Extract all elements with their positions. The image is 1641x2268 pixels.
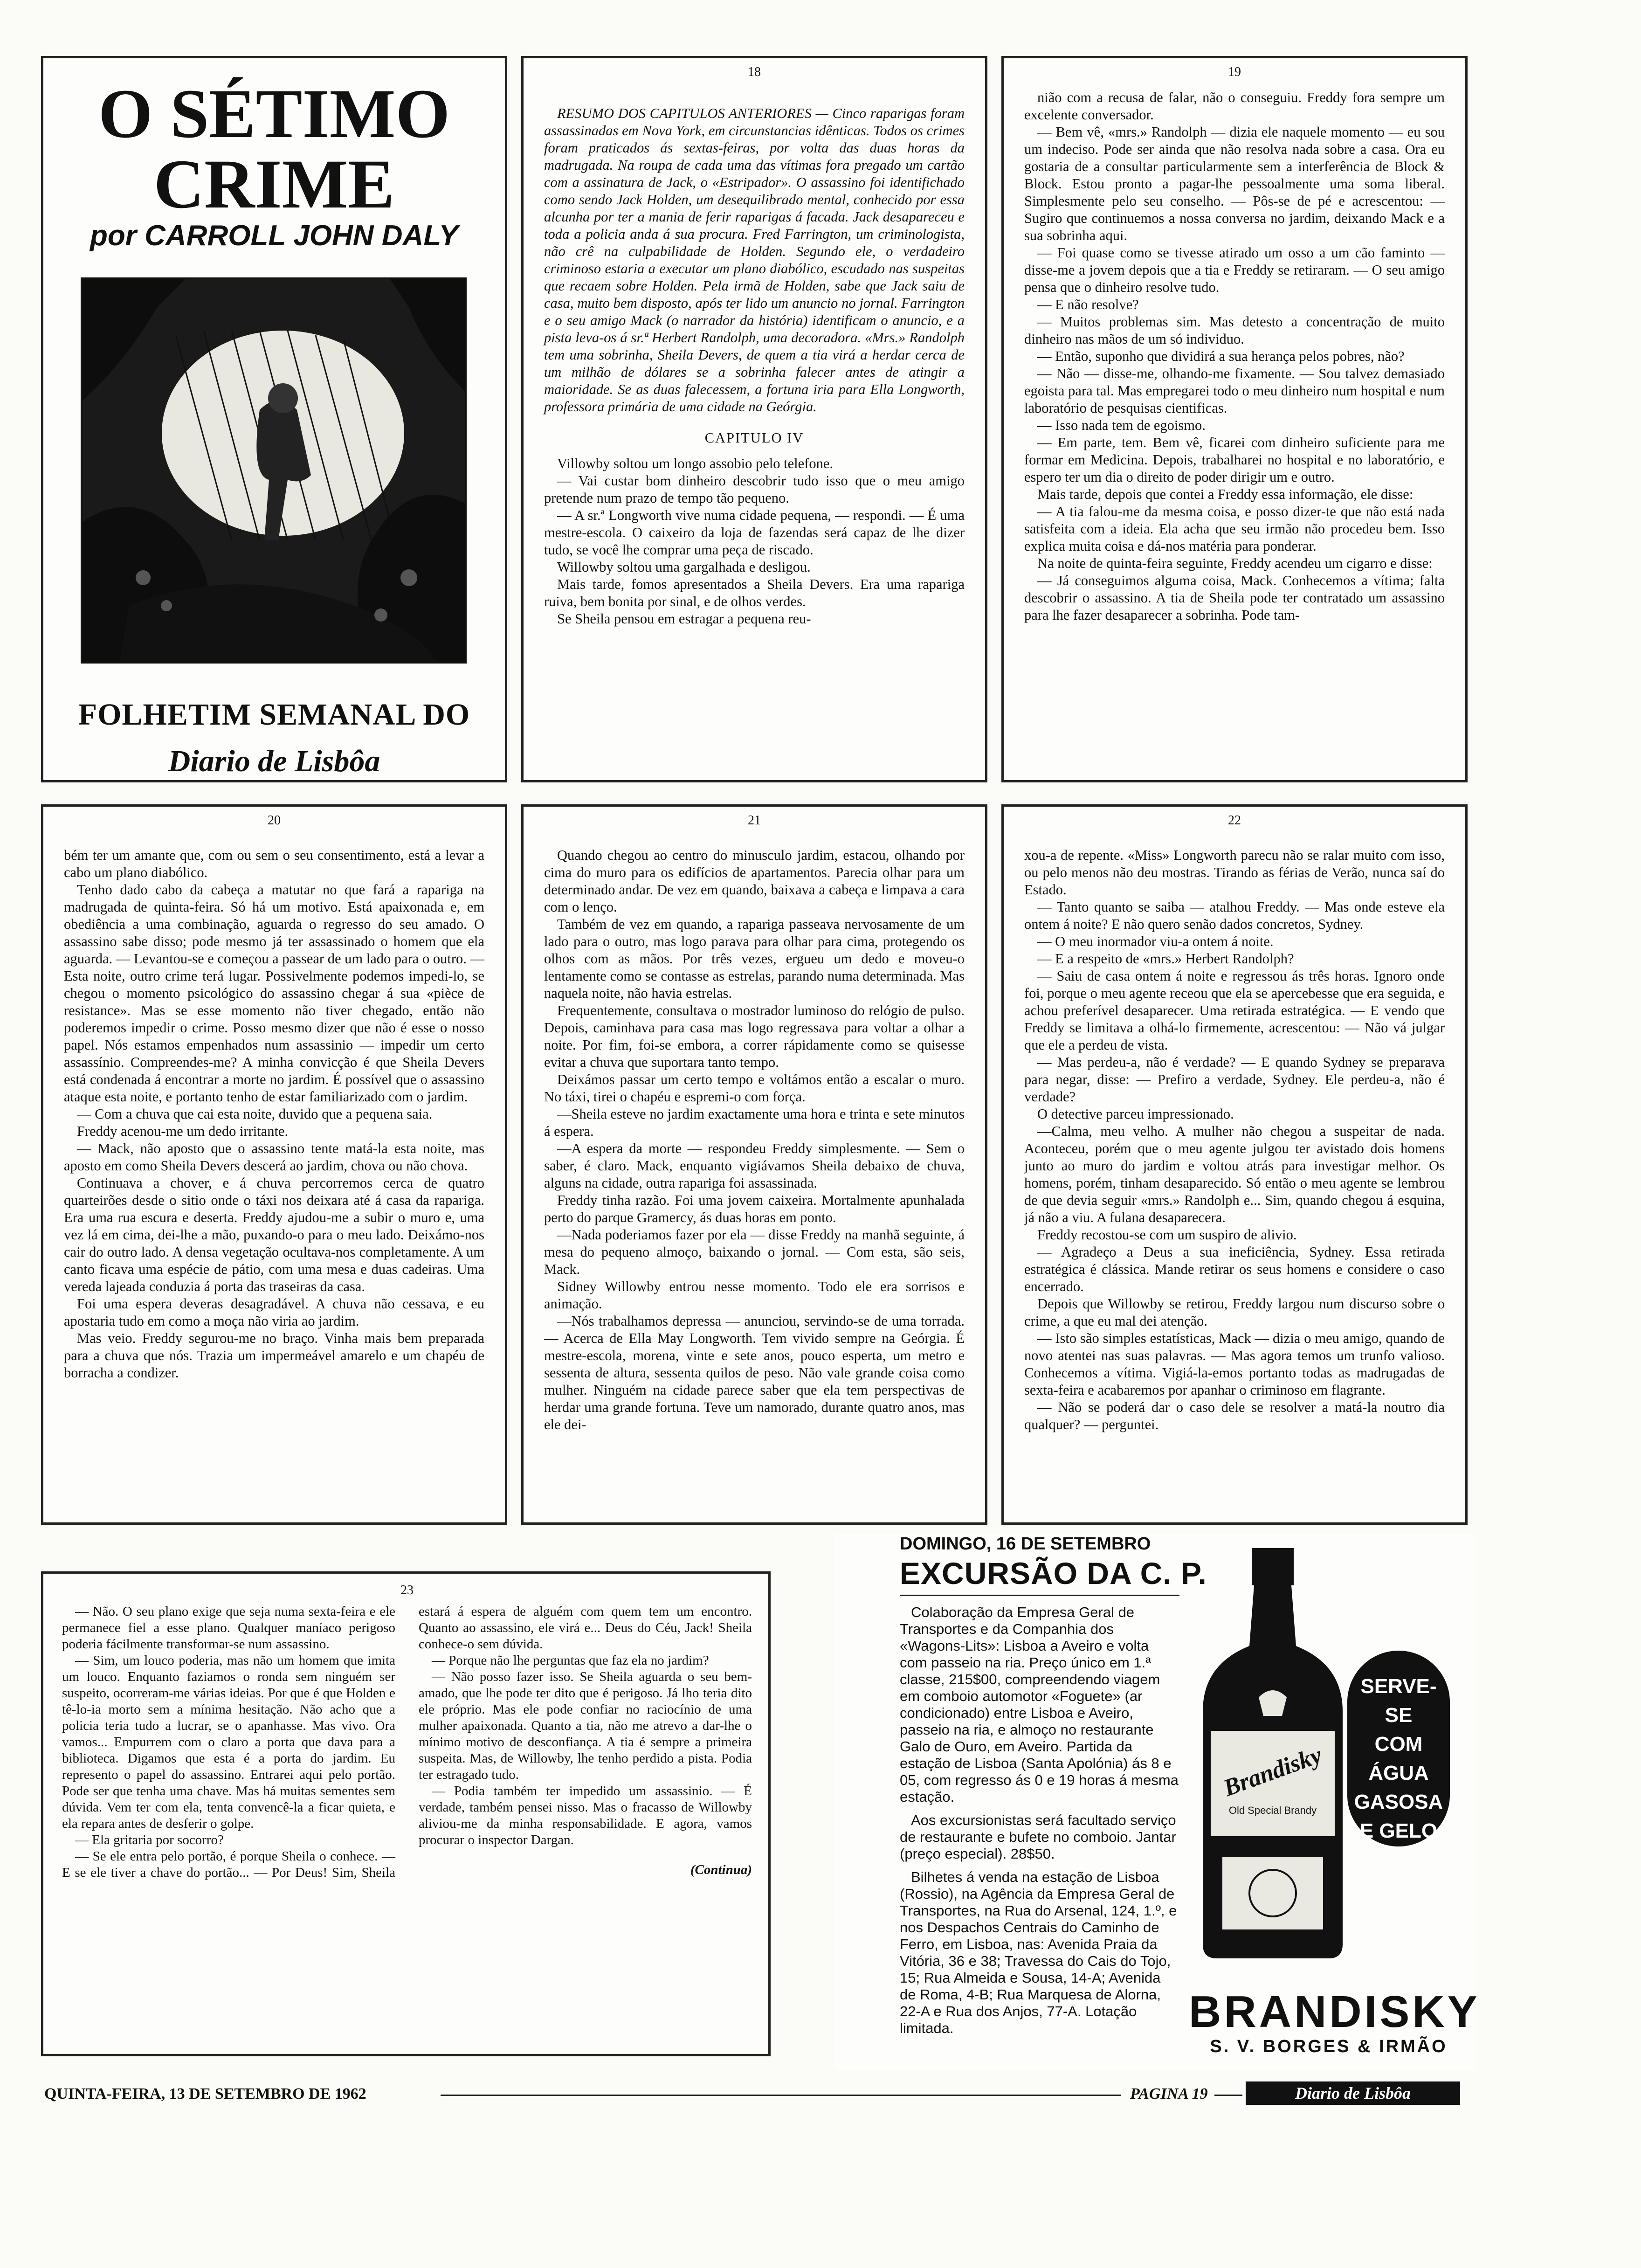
- paragraph: Se Sheila pensou em estragar a pequena reu-: [557, 611, 811, 627]
- paragraph: Deixámos passar um certo tempo e voltámos então a escalar o muro. No táxi, tirei o chapéu e espremi-o com força.: [544, 1072, 965, 1105]
- chapter-heading: CAPITULO IV: [704, 430, 804, 446]
- page-23-panel: [41, 1571, 771, 2056]
- paragraph: — Porque não lhe perguntas que faz ela no jardim?: [432, 1653, 709, 1668]
- brand-company: S. V. BORGES & IRMÃO: [1210, 2037, 1448, 2056]
- paragraph: — Isso nada tem de egoismo.: [1037, 417, 1206, 433]
- page-number: 23: [400, 1583, 414, 1597]
- brand-name: BRANDISKY: [1189, 1987, 1480, 2037]
- paragraph: — Mas perdeu-a, não é verdade? — E quando Sydney se preparava para negar, disse: — Prefiro a verdade, Sydney. Ele perdeu-a, não é verdade?: [1024, 1054, 1445, 1105]
- page-20-panel: [41, 804, 507, 1525]
- paragraph: Mas veio. Freddy segurou-me no braço. Vinha mais bem preparada para a chuva que nós. Trazia um impermeável amarelo e um chapéu de borracha a condizer.: [64, 1330, 484, 1381]
- page-22-column: [1024, 847, 1445, 1433]
- paragraph: — Tanto quanto se saiba — atalhou Freddy. — Mas onde esteve ela ontem á noite? E não quero senão dados concretos, Sydney.: [1024, 899, 1445, 932]
- paragraph: —A espera da morte — respondeu Freddy simplesmente. — Sem o saber, é claro. Mack, enquanto vigiávamos Sheila debaixo de chuva, alguns na cidade, outra rapariga foi assassinada.: [544, 1141, 965, 1191]
- page-number: 19: [1228, 65, 1241, 79]
- story-summary: RESUMO DOS CAPITULOS ANTERIORES — Cinco raparigas foram assassinadas em Nova York, em circunstancias idênticas. Todos os crimes foram praticados ás sextas-feiras, por volta das duas horas da madrugada. Na roupa de cada uma das vítimas fora pregado um cartão com a assinatura de Jack, o «Estripador». O assassino foi identifichado como sendo Jack Holden, um desequilibrado mental, conhecido por essa alcunha por ter a mania de ferir raparigas á facada. Jack desapareceu e toda a policia anda á sua procura. Fred Farrington, um criminologista, não crê na culpabilidade de Holden. Segundo ele, o verdadeiro criminoso estaria a executar um plano diabólico, escudado nas suspeitas que recaem sobre Holden. Pela irmã de Holden, sabe que Jack saiu de casa, muito bem disposto, após ter lido um anuncio no jornal. Farrington e o seu amigo Mack (o narrador da história) identificam o anuncio, e a pista leva-os á sr.ª Herbert Randolph, uma decoradora. «Mrs.» Randolph tem uma sobrinha, Sheila Devers, de quem a tia virá a herdar cerca de um milhão de dólares se a sobrinha falecer antes de atingir a maioridade. Se as duas falecessem, a fortuna iria para Ella Longworth, professora primária de uma cidade na Geórgia.: [544, 105, 965, 415]
- paragraph: Willowby soltou uma gargalhada e desligou.: [557, 559, 811, 575]
- page-19-column: [1024, 89, 1445, 624]
- page-21-column: [544, 847, 965, 1433]
- paragraph: Mais tarde, depois que contei a Freddy essa informação, ele disse:: [1037, 486, 1413, 502]
- paragraph: — Podia também ter impedido um assassinio. — É verdade, também pensei nisso. Mas o fracasso de Willowby aliviou-me da minha responsabilidade. E agora, vamos procurar o inspector Dargan.: [419, 1784, 752, 1847]
- page-number: 21: [748, 813, 761, 828]
- ad-paragraph: Aos excursionistas será facultado serviço de restaurante e bufete no comboio. Jantar (preço especial). 28$50.: [900, 1812, 1176, 1862]
- story-illustration: [81, 277, 467, 664]
- paragraph: — Se ele entra pelo portão, é porque Sheila o conhece. — E se ele tiver a chave do portão... — Por Deus! Sim, Sheila estará á espera de alguém com quem tem um encontro. Quanto ao assassino, ele virá e... Deus do Céu, Jack! Sheila conhece-o sem dúvida.: [62, 1604, 752, 1880]
- bottle-label-sub: Old Special Brandy: [1228, 1805, 1317, 1816]
- paragraph: Também de vez em quando, a rapariga passeava nervosamente de um lado para o outro, mas logo parava para olhar para cima, protegendo os olhos com as mãos. Por três vezes, ergueu um dedo e moveu-o lentamente como se contasse as estrelas, parando numa determinada. Mas naquela noite, não havia estrelas.: [544, 916, 965, 1001]
- ad-paragraph: Bilhetes á venda na estação de Lisboa (Rossio), na Agência da Empresa Geral de Transportes, na Rua do Arsenal, 124, 1.º, e nos Despachos Centrais do Caminho de Ferro, em Lisboa, nas: Avenida Praia da Vitória, 36 e 38; Travessa do Cais do Tojo, 15; Rua Almeida e Sousa, 14-A; Avenida de Roma, 4-B; Rua Marquesa de Alorna, 22-A e Rua dos Anjos, 77-A. Lotação limitada.: [900, 1869, 1177, 2036]
- paragraph: — Mack, não aposto que o assassino tente matá-la esta noite, mas aposto em como Sheila Devers descerá ao jardim, chova ou não chova.: [64, 1141, 484, 1174]
- page-number: 20: [268, 813, 281, 828]
- footer-rule-right: [1214, 2095, 1242, 2096]
- paragraph: — Não posso fazer isso. Se Sheila aguarda o seu bem-amado, que lhe pode ter dito que é perigoso. Já lho teria dito ele próprio. Mas ele pode confiar no raciocínio de uma mulher apaixonada. Quanto a tia, não me atrevo a dar-lhe o mínimo motivo de desconfiança. A tia é sempre a primeira suspeita. Mas, de Willowby, lhe tenho perdido a pista. Podia ter estragado tudo.: [419, 1669, 752, 1782]
- paragraph: Freddy recostou-se com um suspiro de alivio.: [1037, 1227, 1297, 1243]
- paragraph: — Já conseguimos alguma coisa, Mack. Conhecemos a vítima; falta descobrir o assassino. A tia de Sheila pode ter contratado um assassino para lhe fazer desaparecer a sobrinha. Pode tam-: [1024, 573, 1445, 623]
- footer-date: QUINTA-FEIRA, 13 DE SETEMBRO DE 1962: [44, 2085, 366, 2102]
- title-panel: [41, 56, 507, 782]
- page-number: 18: [748, 65, 761, 79]
- paragraph: Na noite de quinta-feira seguinte, Freddy acendeu um cigarro e disse:: [1037, 555, 1433, 571]
- paragraph: — Em parte, tem. Bem vê, ficarei com dinheiro suficiente para me formar em Medicina. Depois, trabalharei no hospital e no laboratório, e espero ter um dia o direito de poder dirigir um e outro.: [1024, 435, 1445, 485]
- paragraph: O detective parceu impressionado.: [1037, 1106, 1234, 1122]
- page-18-panel: [521, 56, 987, 782]
- paragraph: —Calma, meu velho. A mulher não chegou a suspeitar de nada. Aconteceu, porém que o meu agente julgou ter avistado dois homens junto ao muro do jardim e voltou atrás para investigar melhor. Os homens, porém, tinham desaparecido. Só então o meu agente se lembrou de que devia seguir «mrs.» Randolph e... Sim, quando chegou á esquina, já não a viu. A fulana desaparecera.: [1024, 1123, 1445, 1225]
- paragraph: — A sr.ª Longworth vive numa cidade pequena, — respondi. — É uma mestre-escola. O caixeiro da loja de fazendas será capaz de lhe dizer tudo, se você lhe comprar uma peça de riscado.: [544, 507, 965, 558]
- brandy-ad: [1189, 1543, 1480, 2056]
- paragraph: — Sim, um louco poderia, mas não um homem que imita um louco. Enquanto faziamos o ronda sem ninguém ser suspeito, ocorreram-me várias ideias. Por que é que Holden e tê-lo-ia morto sem a mínima hesitação. Não acho que a policia teria tudo a lucrar, se o apanhasse. Mas vivo. Ora vamos... Empurrem com o claro a porta que dava para a biblioteca. Digamos que esta é a porta do jardim. Eu represento o papel do assassino. Entrarei aqui pelo portão. Pode ser que tenha uma chave. Mas há muitas sementes sem dúvida. Vem ter com ela, tenta convencê-la a ficar quieta, e ela repara antes de desferir o golpe.: [62, 1653, 395, 1831]
- footer-rule-left: [441, 2095, 1121, 2096]
- newspaper-logo: Diario de Lisbôa: [168, 744, 380, 778]
- ad-body: [900, 1604, 1179, 2043]
- ad-date: DOMINGO, 16 DE SETEMBRO: [900, 1534, 1151, 1554]
- paragraph: Mais tarde, fomos apresentados a Sheila Devers. Era uma rapariga ruiva, bem bonita por sinal, e de olhos verdes.: [544, 576, 965, 609]
- page-21-panel: [521, 804, 987, 1525]
- paragraph: — Muitos problemas sim. Mas detesto a concentração de muito dinheiro nas mãos de um só individuo.: [1024, 314, 1445, 347]
- paragraph: Freddy tinha razão. Foi uma jovem caixeira. Mortalmente apunhalada perto do parque Gramercy, ás duas horas em ponto.: [544, 1192, 965, 1225]
- paragraph: — Bem vê, «mrs.» Randolph — dizia ele naquele momento — eu sou um indeciso. Pode ser ainda que não resolva nada sobre a casa. Ora eu gostaria de a consultar particularmente sem a interferência de Block & Block. Estou pronto a pagar-lhe pessoalmente uma soma liberal. Simplesmente pelo seu conselho. — Pôs-se de pé e acrescentou: — Sugiro que continuemos a nossa conversa no jardim, deixando Mack e a sua sobrinha aqui.: [1024, 124, 1445, 243]
- ad-heading: EXCURSÃO DA C. P.: [900, 1556, 1207, 1590]
- paragraph: Tenho dado cabo da cabeça a matutar no que fará a rapariga na madrugada de quinta-feira. Só há um motivo. Está apaixonada e, em obediência a uma combinação, aguarda o regresso do seu amado. O assassino sabe disso; pode mesmo já ter assassinado o homem que ela aguarda. — Levantou-se e começou a passear de um lado para o outro. — Esta noite, outro crime terá lugar. Possivelmente podemos impedi-lo, se chegou o momento psicológico do assassino chegar á sua «pièce de resistance». Mas se esse momento não tiver chegado, então não poderemos impedir o crime. Posso mesmo dizer que não é esse o nosso papel. Nós estamos empenhados num assassinio — impedir um certo assassínio. Compreendes-me? A minha convicção é que Sheila Devers está condenada á encontrar a morte no jardim. É possível que o assassino ataque esta noite, e portanto tenho de estar familiarizado com o jardim.: [64, 882, 484, 1105]
- paragraph: — Saiu de casa ontem á noite e regressou ás três horas. Ignoro onde foi, porque o meu agente receou que ela se apercebesse que era seguida, e achou preferível desaparecer. Uma retirada estratégica. — E vendo que Freddy se limitava a olhá-lo firmemente, acrescentou: — Não vá julgar que ele a perdeu de vista.: [1024, 968, 1445, 1053]
- paragraph: — O meu inormador viu-a ontem á noite.: [1037, 933, 1274, 949]
- paragraph: Continuava a chover, e á chuva percorremos cerca de quatro quarteirões desde o sitio onde o táxi nos deixara até á casa da rapariga. Era uma rua escura e deserta. Freddy ajudou-me a subir o muro e, uma vez lá em cima, dei-lhe a mão, puxando-o para o meu lado. Deixámo-nos cair do outro lado. A densa vegetação ocultava-nos completamente. A um canto ficava uma espécie de pátio, com uma mesa e duas cadeiras. Uma vereda lajeada conduzia á porta das traseiras da casa.: [64, 1175, 484, 1294]
- paragraph: Depois que Willowby se retirou, Freddy largou num discurso sobre o crime, a que eu mal dei atenção.: [1024, 1296, 1445, 1329]
- paragraph: bém ter um amante que, com ou sem o seu consentimento, está a levar a cabo um plano diabólico.: [64, 847, 484, 880]
- story-byline: por CARROLL JOHN DALY: [90, 220, 458, 252]
- badge-line: E GELO: [1359, 1819, 1438, 1842]
- paragraph: xou-a de repente. «Miss» Longworth parecu não se ralar muito com isso, ou pelo menos não deu mostras. Tirando as férias de Verão, nunca saí do Estado.: [1024, 847, 1445, 898]
- paragraph: — Agradeço a Deus a sua ineficiência, Sydney. Essa retirada estratégica é clássica. Mande retirar os seus homens e considere o caso encerrado.: [1024, 1244, 1445, 1294]
- serve-badge: [1347, 1651, 1450, 1846]
- paragraph: — Vai custar bom dinheiro descobrir tudo isso que o meu amigo pretende num prazo de tempo tão pequeno.: [544, 473, 965, 506]
- page-23-columns: [62, 1604, 752, 2042]
- paragraph: —Sheila esteve no jardim exactamente uma hora e trinta e sete minutos á espera.: [544, 1106, 965, 1139]
- paragraph: —Nada poderiamos fazer por ela — disse Freddy na manhã seguinte, á mesa do pequeno almoço, baixando o jornal. — Com esta, são seis, Mack.: [544, 1227, 965, 1277]
- paragraph: nião com a recusa de falar, não o conseguiu. Freddy fora sempre um excelente conversador.: [1024, 90, 1445, 123]
- paragraph: —Nós trabalhamos depressa — anunciou, servindo-se de uma torrada. — Acerca de Ella May Longworth. Tem vivido sempre na Geórgia. É mestre-escola, morena, vinte e sete anos, pouco esperta, um metro e sessenta de altura, sessenta quilos de peso. Não vale grande coisa como mulher. Ninguém na cidade parece saber que ela tem perspectivas de herdar uma grande fortuna. Teve um namorado, durante quatro anos, mas ele dei-: [544, 1313, 965, 1432]
- page-20-column: [64, 847, 484, 1382]
- badge-line: COM: [1374, 1733, 1423, 1756]
- paragraph: — E não resolve?: [1037, 297, 1139, 312]
- paragraph: Quando chegou ao centro do minusculo jardim, estacou, olhando por cima do muro para os edifícios de apartamentos. Parecia olhar para um determinado andar. De vez em quando, baixava a cabeça e limpava a cara com o lenço.: [544, 847, 965, 915]
- page-22-panel: [1001, 804, 1468, 1525]
- paragraph: — Ela gritaria por socorro?: [75, 1832, 224, 1847]
- illustration-rain-scene: [83, 279, 465, 662]
- paragraph: Freddy acenou-me um dedo irritante.: [77, 1123, 289, 1139]
- ad-rule: [900, 1595, 1179, 1596]
- paragraph: — Foi quase como se tivesse atirado um osso a um cão faminto — disse-me a jovem depois que a tia e Freddy se retiraram. — O seu amigo pensa que o dinheiro resolve tudo.: [1024, 245, 1445, 295]
- paragraph: — Isto são simples estatísticas, Mack — dizia o meu amigo, quando de novo atentei nas suas palavras. — Mas agora temos um trunfo valioso. Conhecemos a vítima. Vigiá-la-emos portanto todas as madrugadas de sexta-feira e acabaremos por apanhar o criminoso em flagrante.: [1024, 1330, 1445, 1398]
- paragraph: Sidney Willowby entrou nesse momento. Todo ele era sorrisos e animação.: [544, 1279, 965, 1312]
- story-title-line2: CRIME: [153, 145, 395, 223]
- page-number: 22: [1228, 813, 1241, 828]
- page-19-panel: [1001, 56, 1468, 782]
- continua-label: (Continua): [690, 1862, 752, 1877]
- folhetim-heading: FOLHETIM SEMANAL DO: [78, 698, 470, 732]
- badge-line: GASOSA: [1354, 1791, 1443, 1813]
- badge-line: SERVE-SE: [1360, 1675, 1437, 1727]
- paragraph: — Não. O seu plano exige que seja numa sexta-feira e ele permanece fiel a esse plano. Qualquer maníaco perigoso poderia fácilmente transformar-se num assassino.: [62, 1604, 395, 1652]
- paragraph: — Com a chuva que cai esta noite, duvido que a pequena saia.: [77, 1106, 433, 1122]
- footer-page: PAGINA 19: [1130, 2085, 1208, 2102]
- footer-logo: Diario de Lisbôa: [1246, 2081, 1460, 2105]
- excursion-advertisement: [834, 1534, 1480, 2070]
- badge-line: ÁGUA: [1368, 1762, 1429, 1784]
- ad-paragraph: Colaboração da Empresa Geral de Transportes e da Companhia dos «Wagons-Lits»: Lisboa a Aveiro e volta com passeio na ria. Preço único em 1.ª classe, 215$00, compreendendo viagem em comboio automotor «Foguete» (ar condicionado) entre Lisboa e Aveiro, passeio na ria, e almoço no restaurante Galo de Ouro, em Aveiro. Partida da estação de Lisboa (Santa Apolónia) ás 8 e 05, com regresso ás 0 e 19 horas á mesma estação.: [900, 1604, 1179, 1805]
- paragraph: Foi uma espera deveras desagradável. A chuva não cessava, e eu apostaria tudo em como a moça não viria ao jardim.: [64, 1296, 484, 1329]
- story-title-line1: O SÉTIMO: [98, 75, 450, 152]
- paragraph: — Não — disse-me, olhando-me fixamente. — Sou talvez demasiado egoista para tal. Mas empregarei todo o meu dinheiro num hospital e num laboratório de pesquisas cientificas.: [1024, 366, 1445, 416]
- paragraph: — Então, suponho que dividirá a sua herança pelos pobres, não?: [1037, 348, 1405, 364]
- paragraph: Frequentemente, consultava o mostrador luminoso do relógio de pulso. Depois, caminhava para casa mas logo regressava para voltar a olhar a noite. Por fim, foi-se embora, a correr rápidamente como se quisesse evitar a chuva que suportara tanto tempo.: [544, 1003, 965, 1070]
- paragraph: — Não se poderá dar o caso dele se resolver a matá-la noutro dia qualquer? — perguntei.: [1024, 1399, 1445, 1432]
- paragraph: — A tia falou-me da mesma coisa, e posso dizer-te que não está nada satisfeita com a ideia. Ela acha que seu irmão não procedeu bem. Isso explica muita coisa e dá-nos matéria para ponderar.: [1024, 504, 1445, 554]
- paragraph: — E a respeito de «mrs.» Herbert Randolph?: [1037, 951, 1294, 967]
- bottle-label: Brandisky: [1220, 1742, 1325, 1802]
- paragraph: Villowby soltou um longo assobio pelo telefone.: [557, 456, 834, 471]
- page-18-column: [544, 105, 965, 628]
